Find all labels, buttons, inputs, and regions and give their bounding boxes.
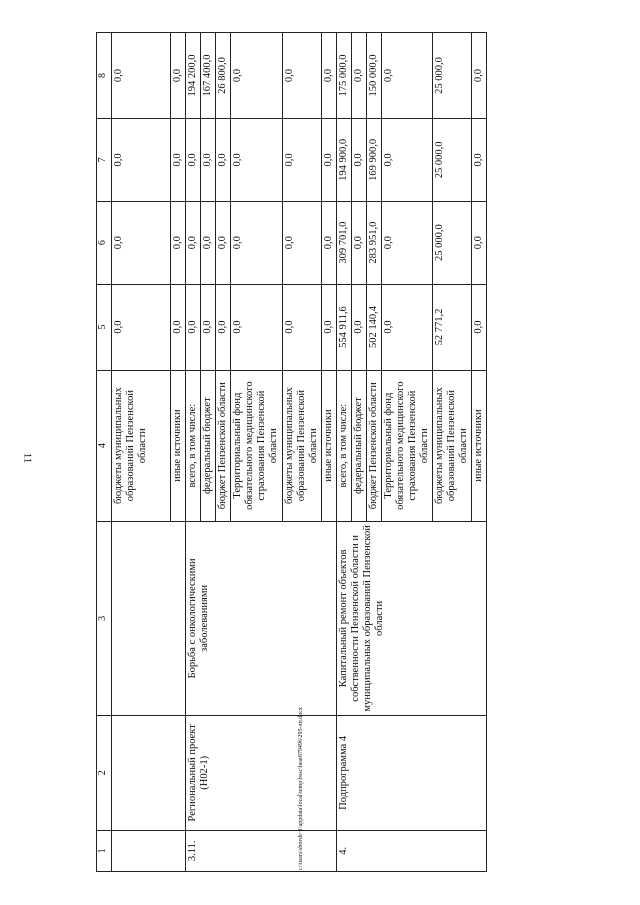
value-cell: 150 000,0 [366,33,381,119]
value-cell: 0,0 [171,33,186,119]
column-number: 7 [97,119,112,202]
value-cell: 0,0 [472,119,487,202]
value-cell: 0,0 [381,33,432,119]
page-number: 11 [21,452,34,464]
program-title: Подпрограмма 4 [336,715,487,830]
row-number: 4. [336,830,487,871]
column-number-row [97,33,112,872]
value-cell: 0,0 [216,284,231,370]
value-cell: 25 000,0 [433,201,472,284]
column-number: 3 [97,521,112,715]
value-cell: 554 911,6 [336,284,351,370]
funding-source: всего, в том числе: [186,370,201,521]
value-cell: 0,0 [201,284,216,370]
value-cell: 283 951,0 [366,201,381,284]
value-cell: 0,0 [186,119,201,202]
value-cell: 0,0 [381,119,432,202]
row-number: 3.11. [186,830,337,871]
value-cell: 25 000,0 [433,33,472,119]
blank-cell [112,830,186,871]
document-sheet [96,32,591,872]
funding-source: бюджеты муниципальных образований Пензенской области [433,370,472,521]
value-cell: 0,0 [171,201,186,284]
value-cell: 52 771,2 [433,284,472,370]
value-cell: 0,0 [351,119,366,202]
value-cell: 194 200,0 [186,33,201,119]
value-cell: 0,0 [186,284,201,370]
value-cell: 309 701,0 [336,201,351,284]
value-cell: 0,0 [321,119,336,202]
value-cell: 0,0 [201,201,216,284]
value-cell: 0,0 [231,284,282,370]
program-description: Борьба с онкологическими заболеваниями [186,521,337,715]
table-row [186,33,201,872]
table-rotated-wrapper [96,32,591,872]
value-cell: 0,0 [112,33,171,119]
value-cell: 0,0 [231,33,282,119]
funding-source: иные источники [171,370,186,521]
column-number: 5 [97,284,112,370]
value-cell: 0,0 [282,119,321,202]
funding-source: бюджеты муниципальных образований Пензенской области [112,370,171,521]
column-number: 8 [97,33,112,119]
value-cell: 0,0 [381,201,432,284]
funding-source: бюджеты муниципальных образований Пензенской области [282,370,321,521]
value-cell: 0,0 [472,201,487,284]
value-cell: 502 140,4 [366,284,381,370]
funding-source: иные источники [321,370,336,521]
program-description: Капитальный ремонт объектов собственности Пензенской области и муниципальных образований Пензенской области [336,521,487,715]
value-cell: 0,0 [231,201,282,284]
value-cell: 0,0 [282,201,321,284]
column-number: 2 [97,715,112,830]
value-cell: 0,0 [186,201,201,284]
value-cell: 0,0 [351,33,366,119]
value-cell: 0,0 [321,284,336,370]
value-cell: 0,0 [282,33,321,119]
value-cell: 0,0 [321,33,336,119]
funding-source: бюджет Пензенской области [216,370,231,521]
value-cell: 0,0 [351,284,366,370]
table-row [112,33,171,872]
column-number: 1 [97,830,112,871]
value-cell: 167 400,0 [201,33,216,119]
value-cell: 0,0 [201,119,216,202]
column-number: 4 [97,370,112,521]
funding-source: всего, в том числе: [336,370,351,521]
funding-source: Территориальный фонд обязательного медицинского страхования Пензенской области [381,370,432,521]
value-cell: 0,0 [112,284,171,370]
funding-source: иные источники [472,370,487,521]
value-cell: 0,0 [216,119,231,202]
value-cell: 25 000,0 [433,119,472,202]
value-cell: 175 000,0 [336,33,351,119]
column-number: 6 [97,201,112,284]
funding-source: бюджет Пензенской области [366,370,381,521]
value-cell: 26 800,0 [216,33,231,119]
value-cell: 0,0 [231,119,282,202]
value-cell: 194 900,0 [336,119,351,202]
blank-cell [112,715,186,830]
value-cell: 0,0 [112,119,171,202]
footer-file-path-text: c:\users\sborsh~1\appdata\local\temp\bssc\heat879496\295-лп.docx [298,707,304,870]
budget-table [96,32,487,872]
funding-source: федеральный бюджет [351,370,366,521]
value-cell: 169 900,0 [366,119,381,202]
program-title: Региональный проект (Н02-1) [186,715,337,830]
value-cell: 0,0 [321,201,336,284]
value-cell: 0,0 [381,284,432,370]
value-cell: 0,0 [351,201,366,284]
value-cell: 0,0 [171,119,186,202]
blank-cell [112,521,186,715]
funding-source: Территориальный фонд обязательного медицинского страхования Пензенской области [231,370,282,521]
value-cell: 0,0 [112,201,171,284]
table-row [336,33,351,872]
value-cell: 0,0 [472,284,487,370]
value-cell: 0,0 [216,201,231,284]
value-cell: 0,0 [282,284,321,370]
value-cell: 0,0 [472,33,487,119]
value-cell: 0,0 [171,284,186,370]
funding-source: федеральный бюджет [201,370,216,521]
